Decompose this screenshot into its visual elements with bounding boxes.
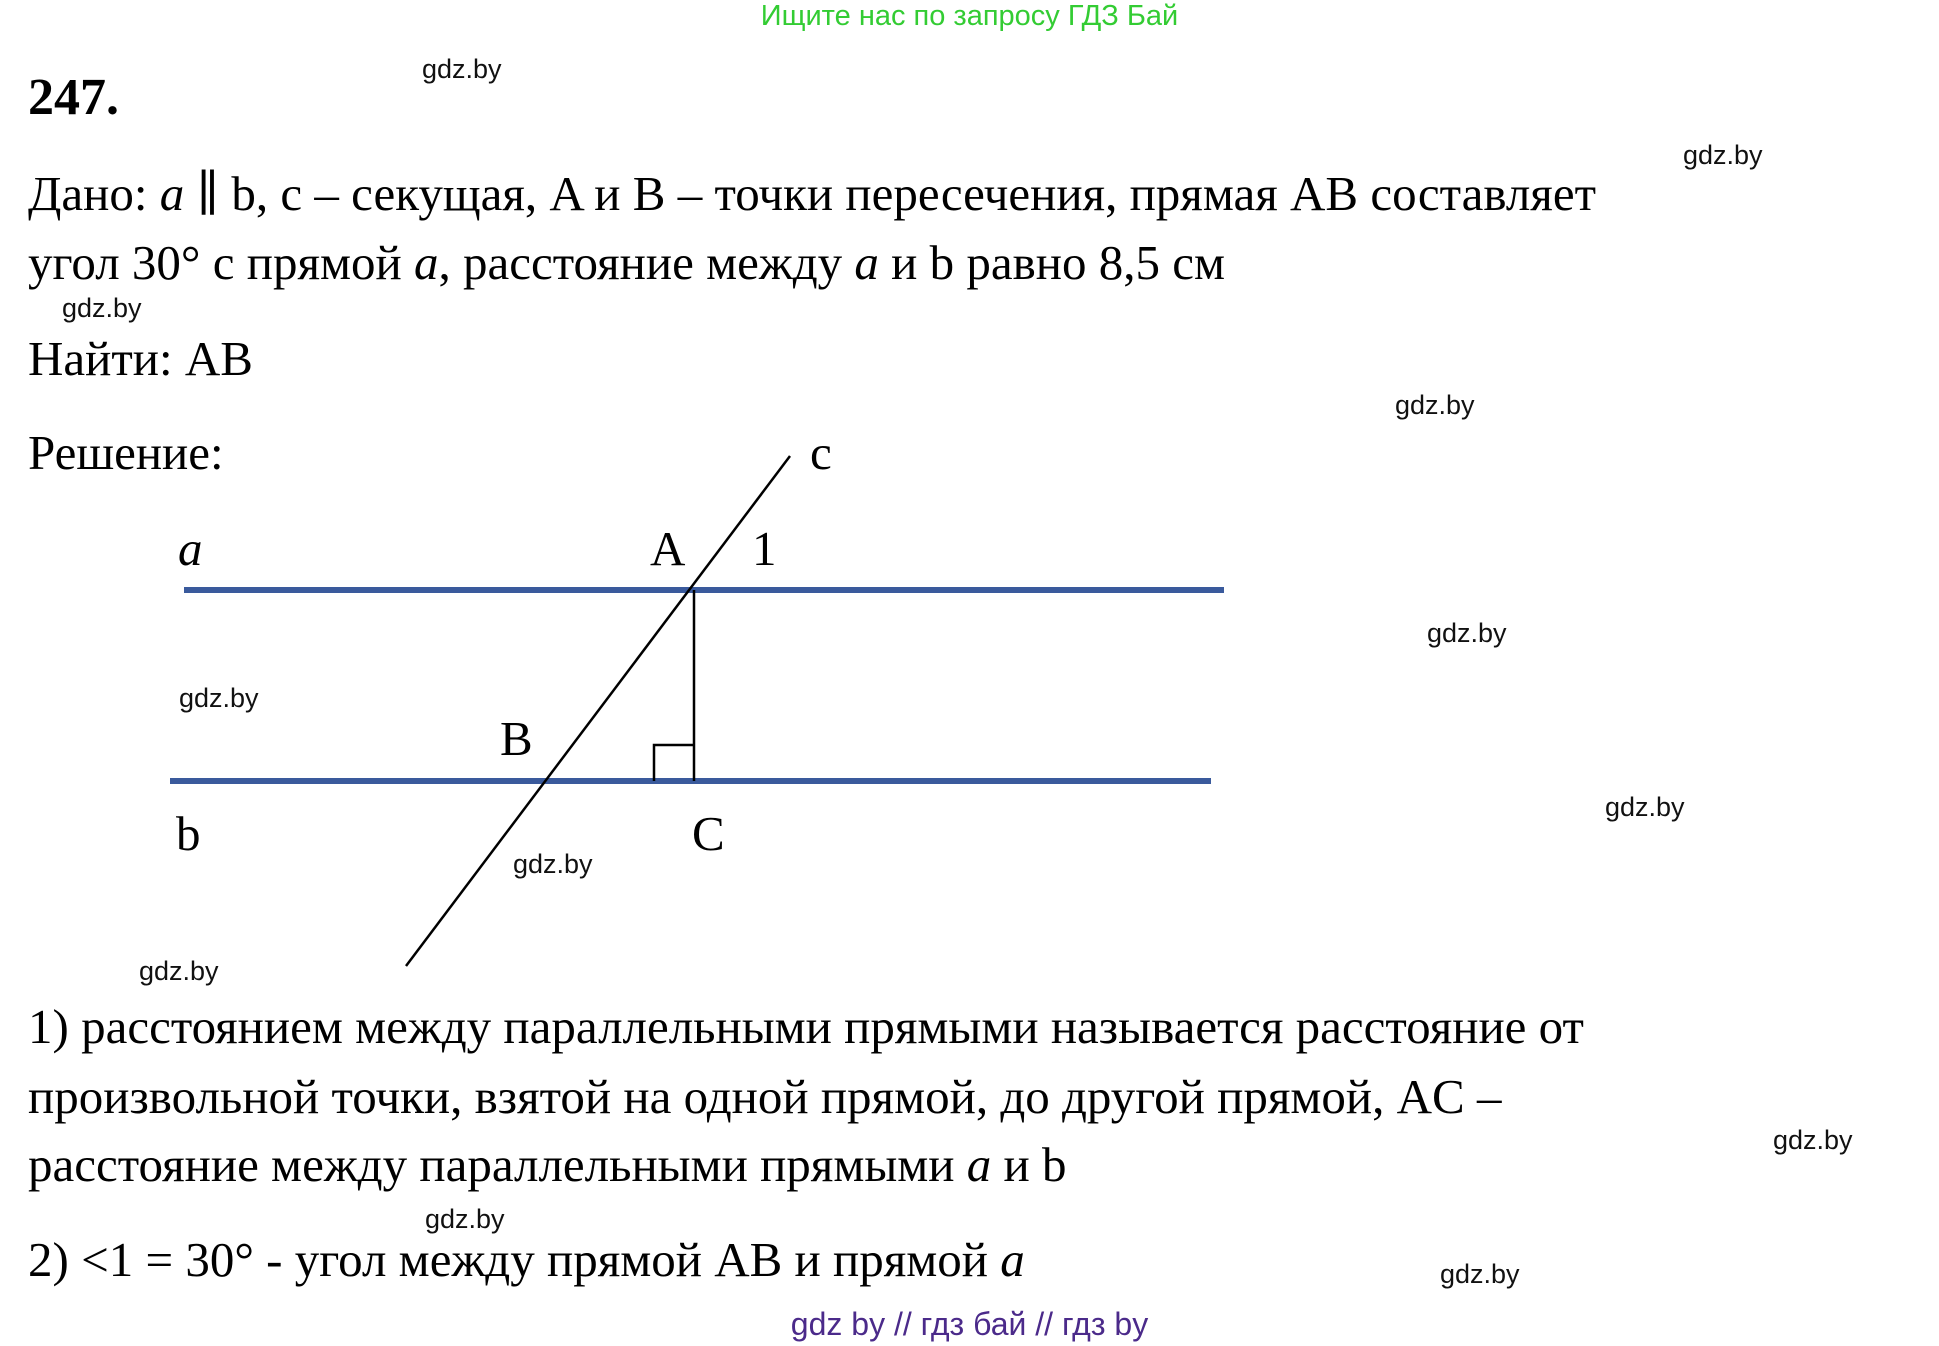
watermark: gdz.by <box>1683 140 1763 170</box>
label-A: A <box>650 521 686 576</box>
label-a: a <box>178 521 203 576</box>
var-a: a <box>966 1137 992 1192</box>
given-text-1: ∥ b, c – секущая, A и B – точки пересечения, прямая AB составляет <box>184 166 1596 221</box>
given-text-2: угол 30° с прямой <box>28 235 415 290</box>
watermark: gdz.by <box>1395 390 1475 420</box>
watermark: gdz.by <box>425 1204 505 1234</box>
watermark: gdz.by <box>1605 792 1685 822</box>
problem-number: 247. <box>28 69 119 126</box>
step-1-text-end: и b <box>991 1137 1067 1192</box>
var-a: a <box>854 235 879 290</box>
label-1: 1 <box>752 521 777 576</box>
var-a: a <box>1000 1232 1025 1287</box>
given-text-3: , расстояние между <box>438 235 855 290</box>
solution-label: Решение: <box>28 425 224 480</box>
label-c: c <box>810 425 832 480</box>
label-C: C <box>692 806 725 861</box>
right-angle-mark <box>654 745 694 781</box>
given-label: Дано: <box>28 166 148 221</box>
secant-c <box>406 456 790 966</box>
step-2 <box>28 1225 1025 1295</box>
watermark: gdz.by <box>422 54 502 84</box>
search-banner: Ищите нас по запросу ГДЗ Бай <box>760 0 1179 32</box>
var-a: a <box>414 235 439 290</box>
watermark: gdz.by <box>1773 1125 1853 1155</box>
watermark: gdz.by <box>62 293 142 323</box>
watermark: gdz.by <box>1427 618 1507 648</box>
label-B: B <box>500 711 533 766</box>
step-1-line-2: произвольной точки, взятой на одной прямой, до другой прямой, AC – <box>28 1069 1502 1124</box>
label-b: b <box>176 806 201 861</box>
footer-links[interactable]: gdz by // гдз бай // гдз by <box>790 1306 1149 1342</box>
watermark: gdz.by <box>179 683 259 713</box>
step-1-line-3 <box>28 1130 1067 1200</box>
find-line: Найти: AB <box>28 331 253 386</box>
watermark: gdz.by <box>513 849 593 879</box>
step-1-line-1: 1) расстоянием между параллельными прямыми называется расстояние от <box>28 999 1584 1054</box>
given-text-4: и b равно 8,5 см <box>878 235 1225 290</box>
watermark: gdz.by <box>1440 1259 1520 1289</box>
step-1-text: расстояние между параллельными прямыми <box>28 1137 967 1192</box>
var-a: a <box>159 166 185 221</box>
watermark: gdz.by <box>139 956 219 986</box>
step-2-text: 2) <1 = 30° - угол между прямой AB и прямой <box>28 1232 1001 1287</box>
